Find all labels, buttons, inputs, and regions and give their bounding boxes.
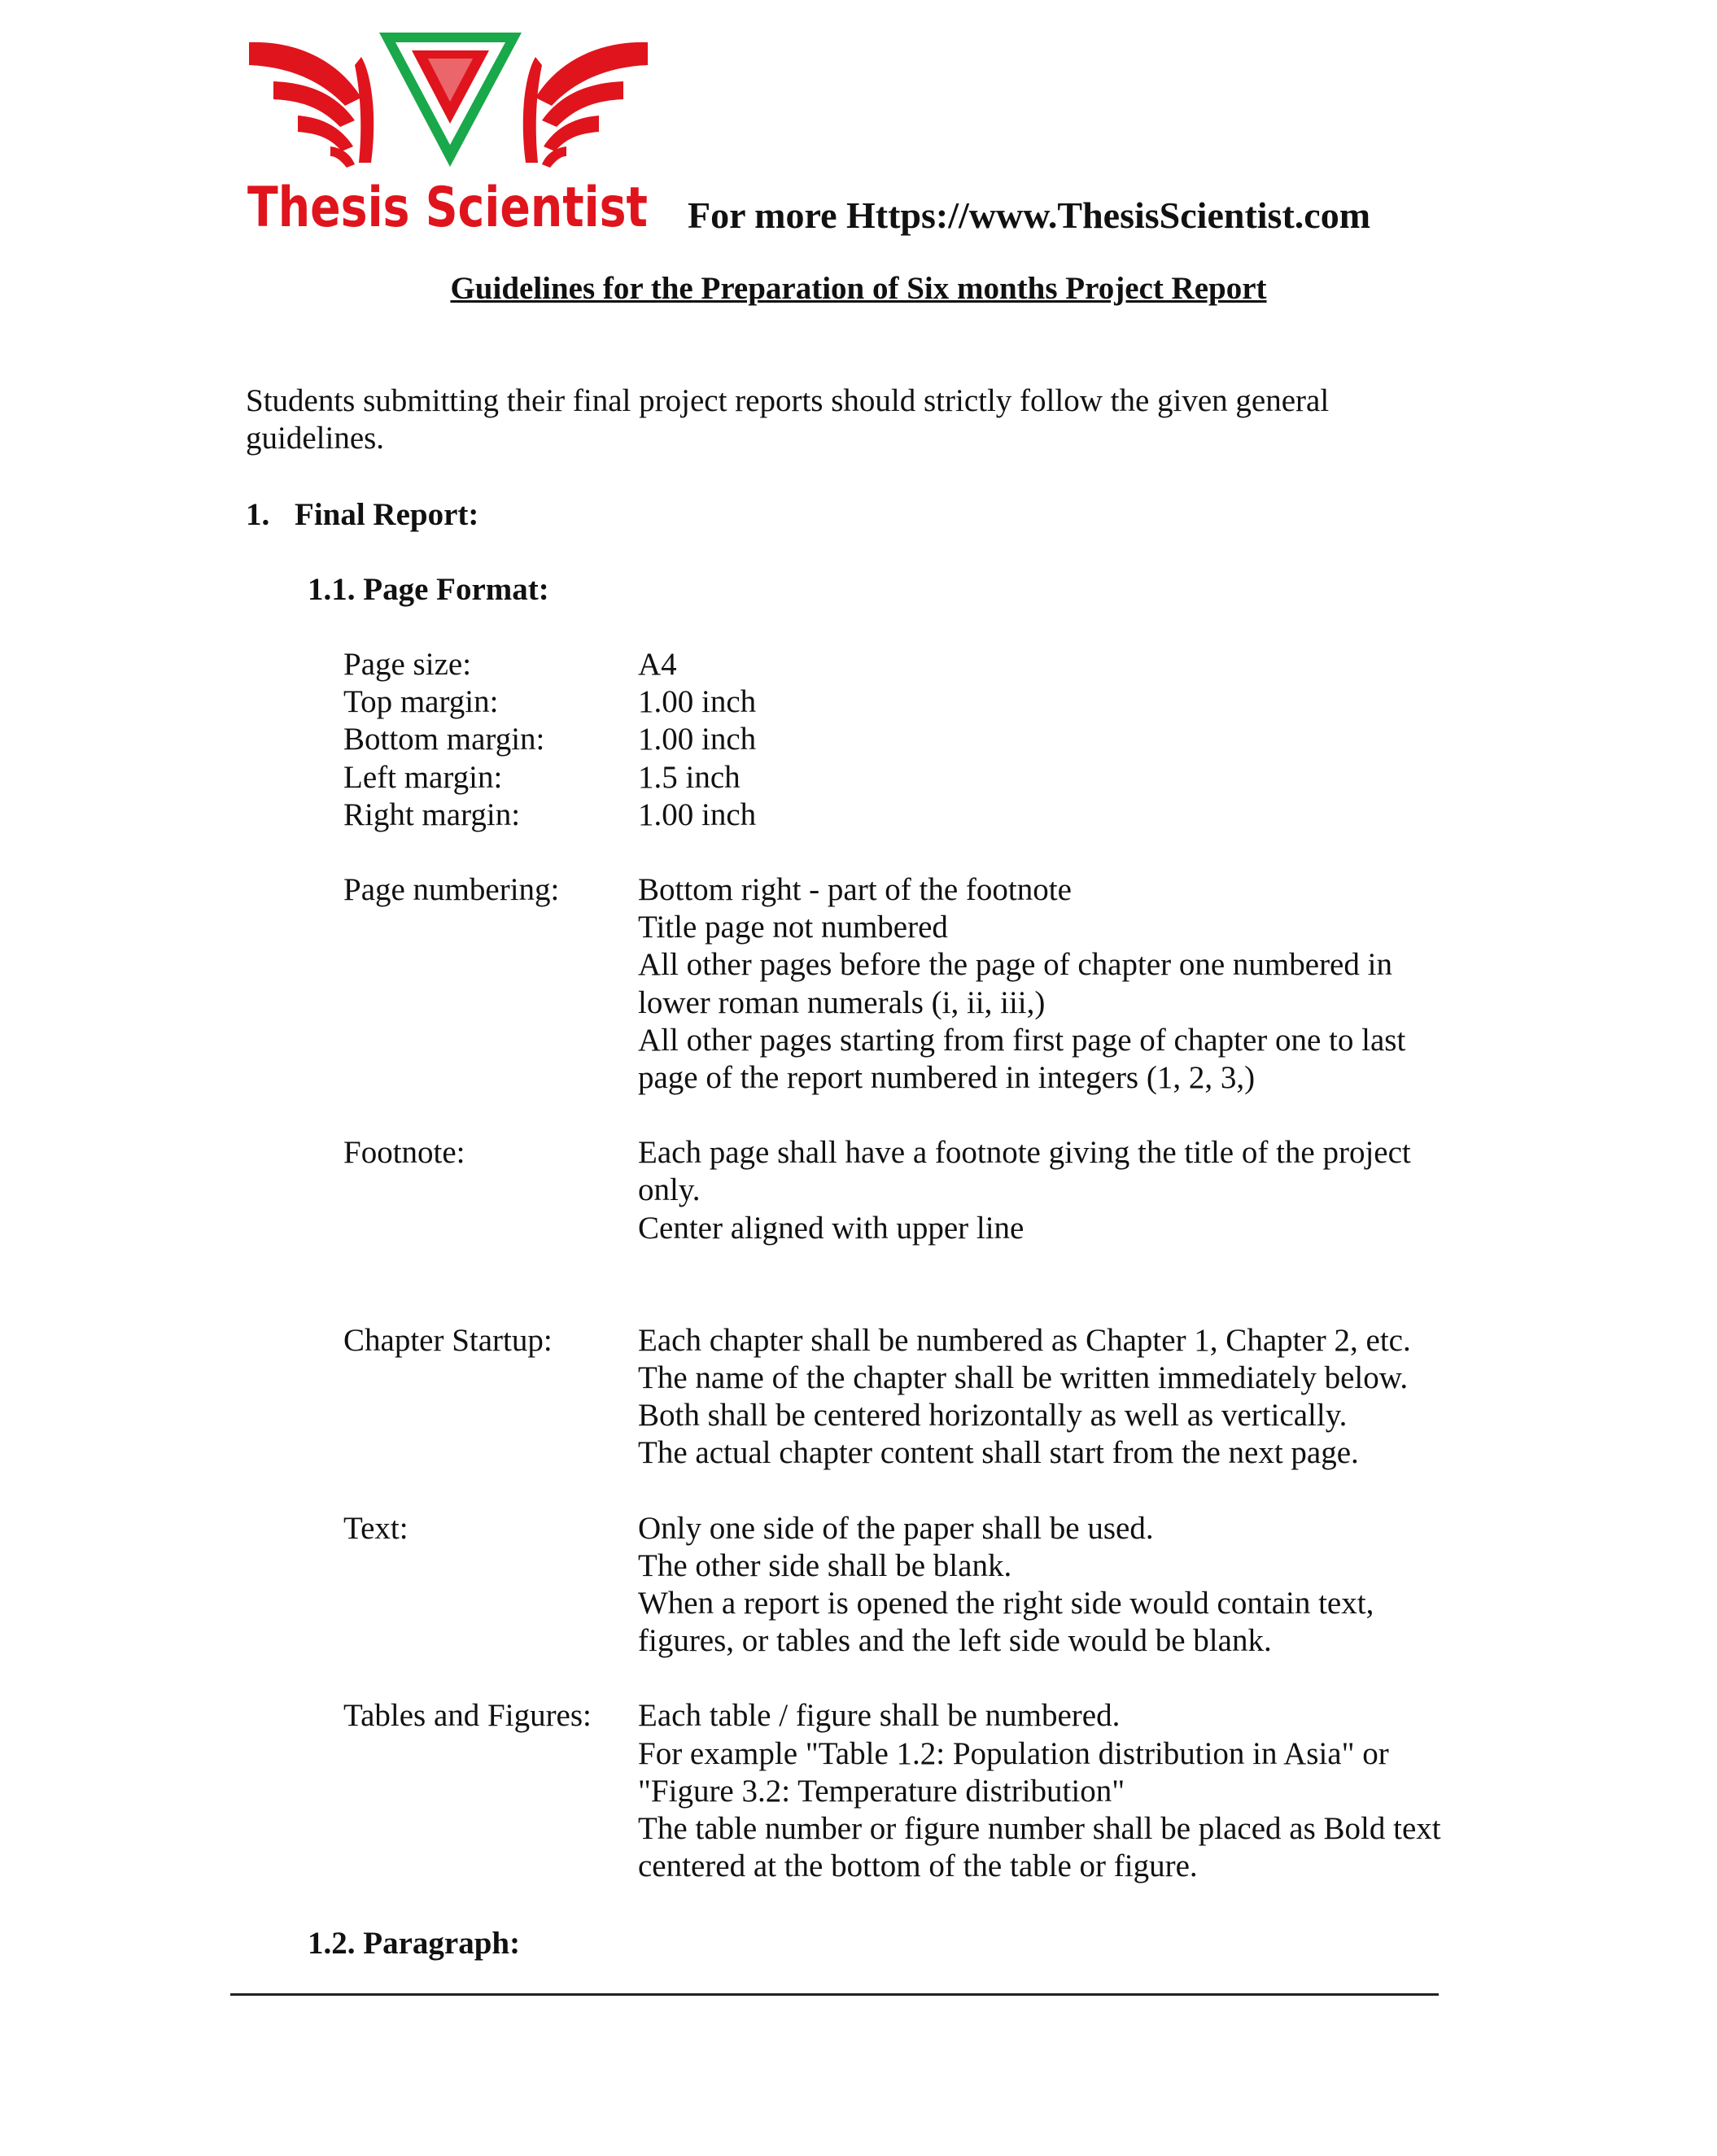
- row-page-numbering: [343, 871, 1483, 1097]
- row-chapter-startup: [343, 1322, 1483, 1473]
- row-label: Chapter Startup:: [343, 1322, 553, 1358]
- value-line: Title page not numbered: [638, 910, 948, 945]
- row-value: 1.00 inch: [638, 722, 757, 757]
- row-value: [638, 871, 1483, 1097]
- footer-divider: [230, 1993, 1439, 1996]
- left-wing-icon: [249, 42, 374, 168]
- value-line: figures, or tables and the left side would be blank.: [638, 1623, 1272, 1659]
- right-wing-icon: [523, 42, 648, 168]
- row-tables-figures: [343, 1697, 1483, 1885]
- row-label: Text:: [343, 1510, 408, 1546]
- value-line: Bottom right - part of the footnote: [638, 872, 1072, 908]
- value-line: The table number or figure number shall be placed as Bold text: [638, 1811, 1441, 1847]
- website-link[interactable]: For more Https://www.ThesisScientist.com: [688, 194, 1371, 236]
- row-top-margin: [343, 683, 1483, 721]
- section-number: 1.: [246, 497, 270, 532]
- subsection-page-format: 1.1. Page Format:: [308, 572, 549, 607]
- row-label: Footnote:: [343, 1135, 465, 1171]
- value-line: Only one side of the paper shall be used.: [638, 1510, 1154, 1546]
- value-line: Both shall be centered horizontally as well as vertically.: [638, 1398, 1348, 1434]
- row-label: Left margin:: [343, 759, 503, 795]
- row-label: Top margin:: [343, 684, 499, 720]
- row-footnote: [343, 1134, 1483, 1247]
- row-text: [343, 1510, 1483, 1661]
- triangle-emblem-icon: [379, 33, 522, 167]
- section-heading-final-report: [246, 496, 478, 533]
- row-value: 1.00 inch: [638, 796, 757, 832]
- subsection-paragraph: 1.2. Paragraph:: [308, 1926, 521, 1961]
- intro-paragraph: [246, 382, 1450, 457]
- value-line: The actual chapter content shall start from the next page.: [638, 1435, 1359, 1471]
- value-line: Each chapter shall be numbered as Chapter 1, Chapter 2, etc.: [638, 1322, 1411, 1358]
- value-line: For example "Table 1.2: Population distribution in Asia" or: [638, 1735, 1389, 1771]
- value-line: All other pages starting from first page of chapter one to last: [638, 1022, 1406, 1058]
- value-line: page of the report numbered in integers (1, 2, 3,): [638, 1060, 1256, 1096]
- value-line: Each page shall have a footnote giving the title of the project: [638, 1135, 1411, 1171]
- row-value: A4: [638, 647, 677, 682]
- logo-wordmark: Thesis Scientist: [247, 176, 648, 240]
- row-label: Tables and Figures:: [343, 1698, 592, 1734]
- value-line: All other pages before the page of chapter one numbered in: [638, 947, 1392, 983]
- row-label: Page numbering:: [343, 872, 560, 908]
- section-title: Final Report:: [295, 497, 479, 532]
- row-value: [638, 1134, 1483, 1247]
- value-line: The other side shall be blank.: [638, 1547, 1012, 1583]
- row-left-margin: [343, 759, 1483, 796]
- row-label: Right margin:: [343, 796, 521, 832]
- row-value: 1.5 inch: [638, 759, 741, 795]
- value-line: Center aligned with upper line: [638, 1210, 1025, 1246]
- document-title: Guidelines for the Preparation of Six months Project Report: [450, 271, 1267, 306]
- row-right-margin: [343, 796, 1483, 834]
- value-line: "Figure 3.2: Temperature distribution": [638, 1773, 1125, 1809]
- value-line: When a report is opened the right side would contain text,: [638, 1586, 1374, 1621]
- row-value: [638, 1697, 1483, 1885]
- page-format-table: [343, 646, 1483, 1885]
- row-page-size: [343, 646, 1483, 683]
- row-value: [638, 1510, 1483, 1661]
- intro-line: guidelines.: [246, 421, 385, 456]
- row-label: Bottom margin:: [343, 722, 545, 757]
- thesis-scientist-logo: [241, 24, 656, 244]
- intro-line: Students submitting their final project reports should strictly follow the given general: [246, 383, 1330, 418]
- value-line: centered at the bottom of the table or figure.: [638, 1848, 1198, 1884]
- row-label: Page size:: [343, 647, 472, 682]
- row-bottom-margin: [343, 721, 1483, 758]
- value-line: Each table / figure shall be numbered.: [638, 1698, 1121, 1734]
- row-value: [638, 1322, 1483, 1473]
- value-line: only.: [638, 1172, 701, 1208]
- row-value: 1.00 inch: [638, 684, 757, 720]
- value-line: lower roman numerals (i, ii, iii,): [638, 984, 1046, 1020]
- value-line: The name of the chapter shall be written immediately below.: [638, 1360, 1409, 1396]
